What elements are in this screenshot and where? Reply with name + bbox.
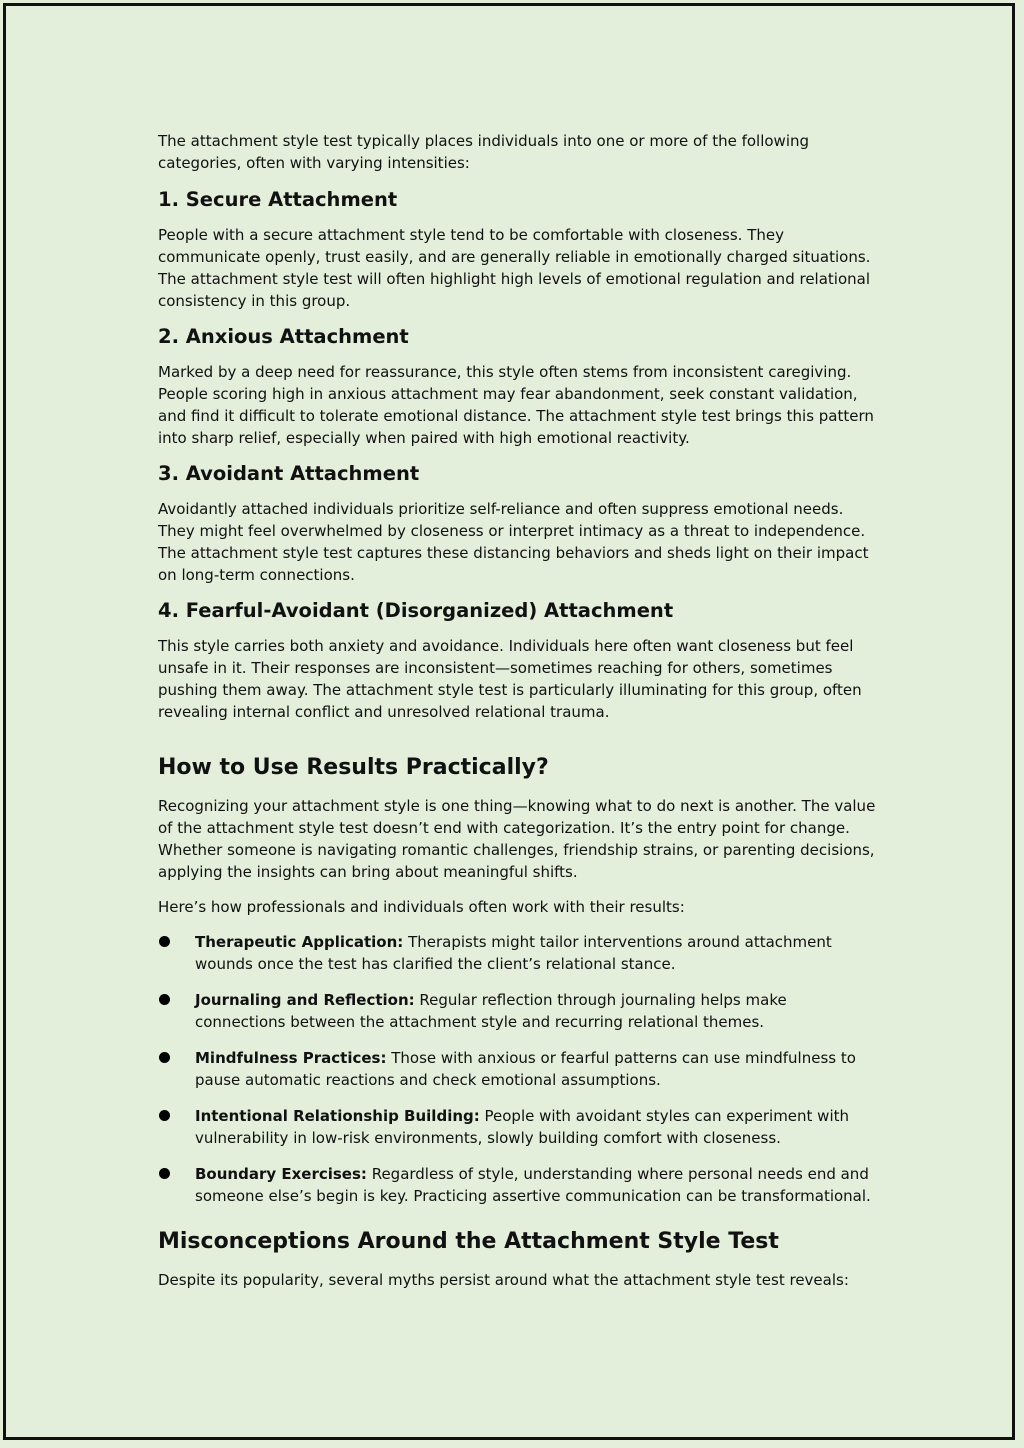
- list-item: [158, 1047, 880, 1091]
- bullet-icon: [159, 994, 170, 1005]
- document-content: [158, 130, 880, 1291]
- bullet-icon: [159, 936, 170, 947]
- section-heading: 3. Avoidant Attachment: [158, 462, 420, 485]
- bullet-text: Regular reflection through journaling helps make connections between the attachment style and recurring relational themes.: [195, 991, 787, 1031]
- bullet-term: Mindfulness Practices:: [195, 1049, 387, 1067]
- bullet-term: Boundary Exercises:: [195, 1165, 367, 1183]
- page-frame: [3, 3, 1015, 1440]
- practical-bullet-list: [158, 931, 880, 1207]
- section-body: Marked by a deep need for reassurance, this style often stems from inconsistent caregiving. People scoring high in anxious attachment may fear abandonment, seek constant validation, and find it difficult to tolerate emotional distance. The attachment style test brings this pattern into sharp relief, especially when paired with high emotional reactivity.: [158, 363, 874, 447]
- bullet-icon: [159, 1110, 170, 1121]
- bullet-text: Those with anxious or fearful patterns can use mindfulness to pause automatic reactions and check emotional assumptions.: [195, 1049, 856, 1089]
- bullet-term: Intentional Relationship Building:: [195, 1107, 480, 1125]
- intro-paragraph: The attachment style test typically places individuals into one or more of the following categories, often with varying intensities:: [158, 132, 810, 172]
- section-body: People with a secure attachment style tend to be comfortable with closeness. They communicate openly, trust easily, and are generally reliable in emotionally charged situations. The attachment style test will often highlight high levels of emotional regulation and relational consistency in this group.: [158, 226, 871, 310]
- section-avoidant: [158, 461, 880, 586]
- misconceptions-body: Despite its popularity, several myths persist around what the attachment style test reveals:: [158, 1271, 849, 1289]
- section-anxious: [158, 324, 880, 449]
- bullet-term: Journaling and Reflection:: [195, 991, 415, 1009]
- practical-lead: Here’s how professionals and individuals often work with their results:: [158, 898, 685, 916]
- section-heading: 2. Anxious Attachment: [158, 325, 409, 348]
- bullet-text: Therapists might tailor interventions around attachment wounds once the test has clarified the client’s relational stance.: [195, 933, 832, 973]
- bullet-icon: [159, 1168, 170, 1179]
- section-fearful-avoidant: [158, 598, 880, 723]
- misconceptions-heading: Misconceptions Around the Attachment Style Test: [158, 1229, 779, 1254]
- practical-heading: How to Use Results Practically?: [158, 755, 549, 780]
- section-body: Avoidantly attached individuals prioritize self-reliance and often suppress emotional needs. They might feel overwhelmed by closeness or interpret intimacy as a threat to independence. The attachment style test captures these distancing behaviors and sheds light on their impact on long-term connections.: [158, 500, 869, 584]
- list-item: [158, 1105, 880, 1149]
- section-heading: 4. Fearful-Avoidant (Disorganized) Attachment: [158, 599, 674, 622]
- bullet-text: Regardless of style, understanding where personal needs end and someone else’s begin is key. Practicing assertive communication can be transformational.: [195, 1165, 871, 1205]
- bullet-text: People with avoidant styles can experiment with vulnerability in low-risk environments, slowly building comfort with closeness.: [195, 1107, 850, 1147]
- list-item: [158, 1163, 880, 1207]
- bullet-term: Therapeutic Application:: [195, 933, 404, 951]
- practical-body: Recognizing your attachment style is one thing—knowing what to do next is another. The value of the attachment style test doesn’t end with categorization. It’s the entry point for change. Whether someone is navigating romantic challenges, friendship strains, or parenting decisions, applying the insights can bring about meaningful shifts.: [158, 797, 876, 881]
- section-heading: 1. Secure Attachment: [158, 188, 398, 211]
- list-item: [158, 931, 880, 975]
- section-body: This style carries both anxiety and avoidance. Individuals here often want closeness but feel unsafe in it. Their responses are inconsistent—sometimes reaching for others, sometimes pushing them away. The attachment style test is particularly illuminating for this group, often revealing internal conflict and unresolved relational trauma.: [158, 637, 862, 721]
- bullet-icon: [159, 1052, 170, 1063]
- section-secure: [158, 187, 880, 312]
- list-item: [158, 989, 880, 1033]
